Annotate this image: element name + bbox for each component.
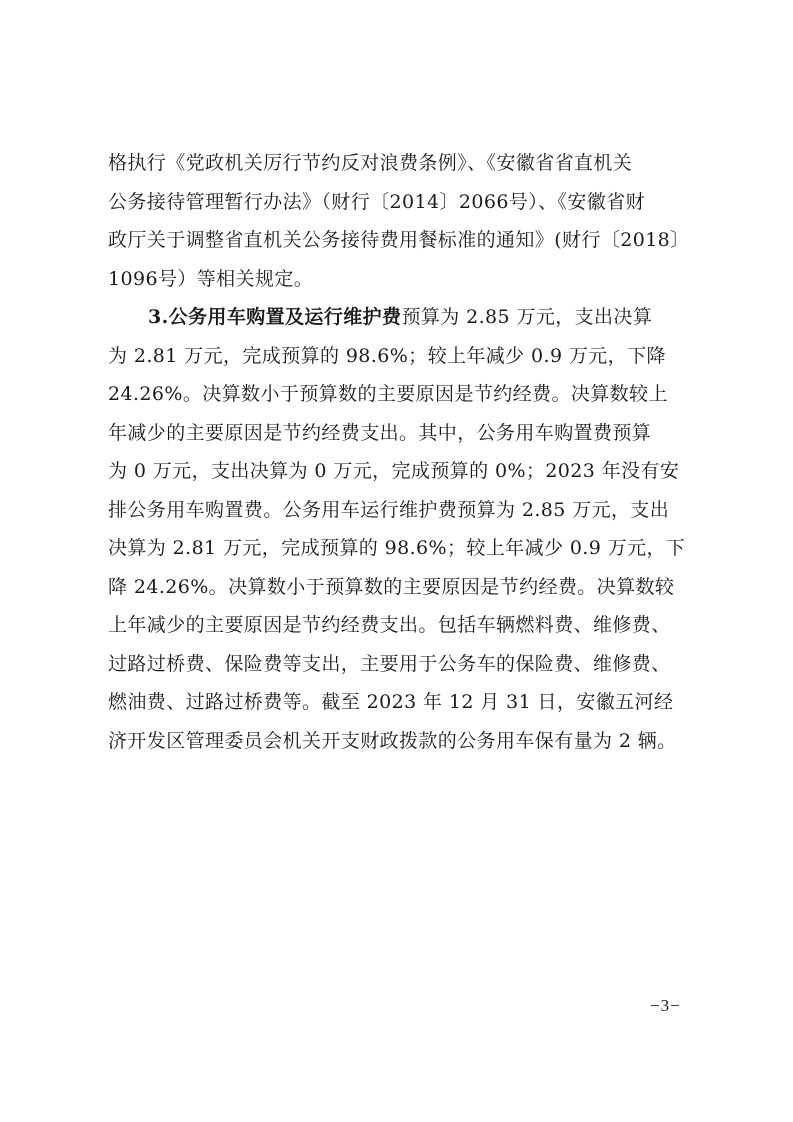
section-heading: 3.公务用车购置及运行维护费 [148, 306, 402, 328]
page-number: −3− [650, 996, 681, 1015]
paragraph2-line-5: 为 0 万元，支出决算为 0 万元，完成预算的 0%；2023 年没有安 [108, 460, 680, 482]
paragraph1-line-4: 1096号）等相关规定。 [108, 267, 314, 290]
paragraph2-line-6: 排公务用车购置费。公务用车运行维护费预算为 2.85 万元，支出 [108, 498, 670, 521]
paragraph1-line-1: 格执行《党政机关厉行节约反对浪费条例》、《安徽省省直机关 [108, 152, 633, 174]
paragraph2-line-8: 降 24.26%。决算数小于预算数的主要原因是节约经费。决算数较 [108, 575, 675, 598]
paragraph2-line-11: 燃油费、过路过桥费等。截至 2023 年 12 月 31 日，安徽五河经 [108, 691, 674, 713]
paragraph2-line-10: 过路过桥费、保险费等支出，主要用于公务车的保险费、维修费、 [108, 652, 671, 675]
paragraph2-line-3: 24.26%。决算数小于预算数的主要原因是节约经费。决算数较上 [108, 383, 668, 405]
paragraph2-line-2: 为 2.81 万元，完成预算的 98.6%；较上年减少 0.9 万元，下降 [108, 344, 666, 367]
paragraph2-first-line-rest: 预算为 2.85 万元，支出决算 [401, 306, 653, 328]
paragraph2-line-12: 济开发区管理委员会机关开支财政拨款的公务用车保有量为 2 辆。 [108, 729, 677, 752]
paragraph2-line-7: 决算为 2.81 万元，完成预算的 98.6%；较上年减少 0.9 万元，下 [108, 537, 686, 559]
paragraph1-line-2: 公务接待管理暂行办法》（财行〔2014〕2066号）、《安徽省财 [108, 190, 646, 213]
paragraph2-line-1 [108, 298, 708, 337]
paragraph2-line-9: 上年减少的主要原因是节约经费支出。包括车辆燃料费、维修费、 [108, 614, 671, 636]
body-text [108, 144, 708, 760]
paragraph1-line-3: 政厅关于调整省直机关公务接待费用餐标准的通知》(财行〔2018〕 [108, 229, 690, 251]
paragraph2-line-4: 年减少的主要原因是节约经费支出。其中，公务用车购置费预算 [108, 421, 652, 444]
